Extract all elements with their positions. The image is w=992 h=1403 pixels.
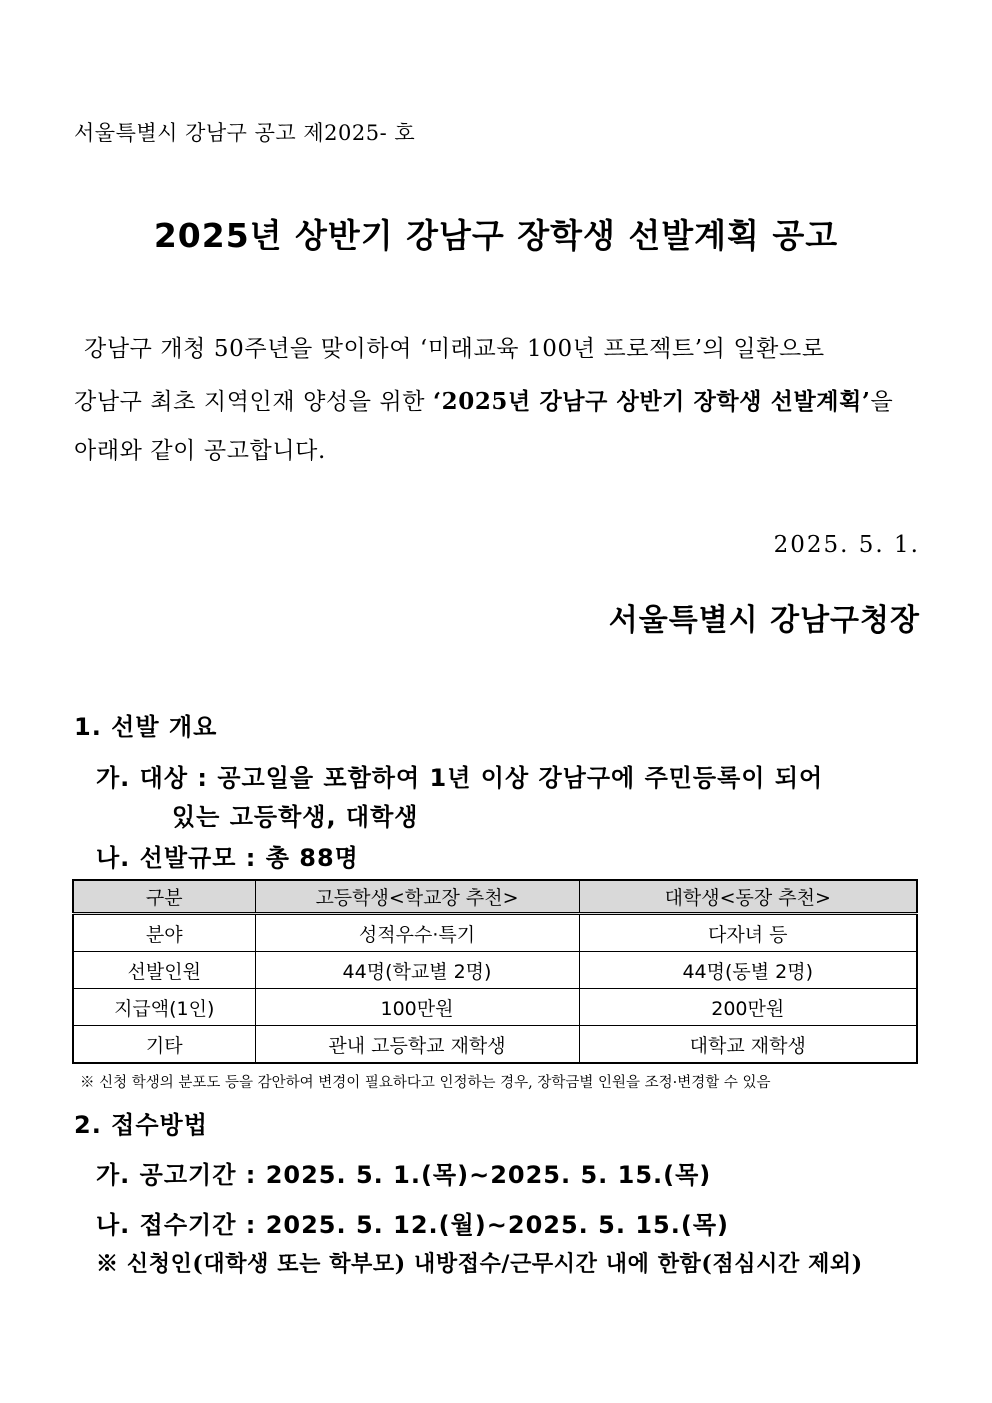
section-1-item-a-line-1: 가. 대상 : 공고일을 포함하여 1년 이상 강남구에 주민등록이 되어: [96, 764, 824, 792]
table-cell: 선발인원: [73, 952, 255, 989]
section-1-item-a-line-2: 있는 고등학생, 대학생: [172, 803, 419, 831]
table-cell: 대학교 재학생: [579, 1026, 917, 1064]
table-header-cell: 구분: [73, 880, 255, 914]
table-row: [73, 914, 917, 952]
section-2-item-b: 나. 접수기간 : 2025. 5. 12.(월)~2025. 5. 15.(목): [96, 1211, 729, 1239]
intro-line-1: 강남구 개청 50주년을 맞이하여 ‘미래교육 100년 프로젝트’의 일환으로: [84, 336, 825, 362]
table-header-cell: 대학생<동장 추천>: [579, 880, 917, 914]
notice-date: 2025. 5. 1.: [773, 532, 920, 558]
table-header-row: [73, 880, 917, 914]
page-title: 2025년 상반기 강남구 장학생 선발계획 공고: [153, 216, 839, 255]
table-cell: 100만원: [255, 989, 579, 1026]
intro-line-2-post: 을: [870, 389, 894, 415]
intro-line-2: [74, 383, 893, 416]
table-cell: 다자녀 등: [579, 914, 917, 952]
table-row: [73, 952, 917, 989]
table-cell: 관내 고등학교 재학생: [255, 1026, 579, 1064]
table-footnote: ※ 신청 학생의 분포도 등을 감안하여 변경이 필요하다고 인정하는 경우, 장학금별 인원을 조정·변경할 수 있음: [80, 1075, 771, 1091]
section-2-item-a: 가. 공고기간 : 2025. 5. 1.(목)~2025. 5. 15.(목): [96, 1161, 712, 1189]
table-cell: 분야: [73, 914, 255, 952]
table-cell: 기타: [73, 1026, 255, 1064]
issuer: 서울특별시 강남구청장: [608, 603, 920, 638]
intro-line-3: 아래와 같이 공고합니다.: [74, 438, 326, 464]
reception-note: ※ 신청인(대학생 또는 학부모) 내방접수/근무시간 내에 한함(점심시간 제외): [96, 1251, 863, 1277]
table-cell: 200만원: [579, 989, 917, 1026]
notice-number: 서울특별시 강남구 공고 제2025- 호: [74, 121, 416, 145]
table-cell: 44명(동별 2명): [579, 952, 917, 989]
table-cell: 지급액(1인): [73, 989, 255, 1026]
section-2-heading: 2. 접수방법: [74, 1111, 208, 1139]
selection-summary-table: [72, 879, 918, 1064]
table-cell: 44명(학교별 2명): [255, 952, 579, 989]
section-1-item-b: 나. 선발규모 : 총 88명: [96, 844, 359, 872]
intro-line-2-pre: 강남구 최초 지역인재 양성을 위한: [74, 389, 434, 415]
intro-project-name: ‘2025년 강남구 상반기 장학생 선발계획’: [433, 388, 871, 415]
table-row: [73, 989, 917, 1026]
table-row: [73, 1026, 917, 1064]
table-cell: 성적우수·특기: [255, 914, 579, 952]
section-1-heading: 1. 선발 개요: [74, 713, 218, 741]
table-header-cell: 고등학생<학교장 추천>: [255, 880, 579, 914]
